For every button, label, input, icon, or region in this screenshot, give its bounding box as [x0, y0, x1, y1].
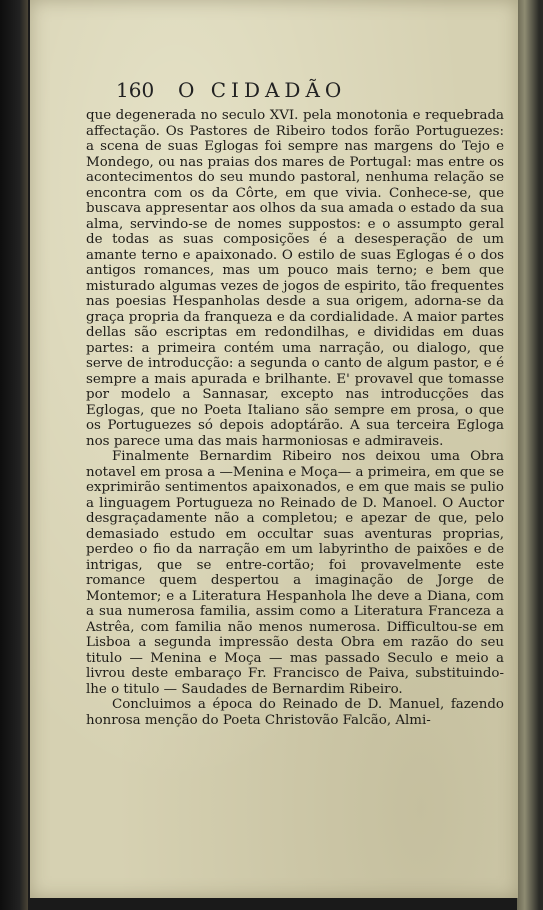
- paragraph-2: Finalmente Bernardim Ribeiro nos deixou uma Obra notavel em prosa a —Menina e Moça— a primeira, em que se exprimirão sentimentos apaixonados, e em que mais se pulio a linguagem Portugueza no Reinado de D. Manoel. O Auctor desgraçadamente não a completou; e apezar de que, pelo demasiado estudo em occultar suas aventuras proprias, perdeo o fio da narração em um labyrintho de paixões e de intrigas, que se entre-cortão; foi provavelmente este romance quem despertou a imaginação de Jorge de Montemor; e a Literatura Hespanhola lhe deve a Diana, com a sua numerosa familia, assim como a Literatura Franceza a Astrêa, com familia não menos numerosa. Difficultou-se em Lisboa a segunda impressão desta Obra em razão do seu titulo — Menina e Moça — mas passado Seculo e meio a livrou deste embaraço Fr. Francisco de Paiva, substituindo-lhe o titulo — Saudades de Bernardim Ribeiro.: [86, 449, 504, 697]
- page-header: [116, 78, 478, 108]
- book-spine-shadow: [0, 0, 28, 910]
- body-text: [86, 108, 504, 728]
- running-title: O CIDADÃO: [178, 78, 347, 102]
- paragraph-3: Concluimos a época do Reinado de D. Manuel, fazendo honrosa menção do Poeta Christovão Falcão, Almi-: [86, 697, 504, 728]
- page-number: 160: [116, 78, 155, 102]
- facing-page-edge: [517, 0, 543, 910]
- paragraph-1: que degenerada no seculo XVI. pela monotonia e requebrada affectação. Os Pastores de Ribeiro todos forão Portuguezes: a scena de suas Eglogas foi sempre nas margens do Tejo e Mondego, ou nas praias dos mares de Portugal: mas entre os acontecimentos do seu mundo pastoral, nenhuma relação se encontra com os da Côrte, em que vivia. Conhece-se, que buscava appresentar aos olhos da sua amada o estado da sua alma, servindo-se de nomes suppostos: e o assumpto geral de todas as suas composições é a desesperação de um amante terno e apaixonado. O estilo de suas Eglogas é o dos antigos romances, mas um pouco mais terno; e bem que misturado algumas vezes de jogos de espirito, tão frequentes nas poesias Hespanholas desde a sua origem, adorna-se da graça propria da franqueza e da cordialidade. A maior partes dellas são escriptas em redondilhas, e divididas em duas partes: a primeira contém uma narração, ou dialogo, que serve de introducção: a segunda o canto de algum pastor, e é sempre a mais apurada e brilhante. E' provavel que tomasse por modelo a Sannasar, excepto nas introducções das Eglogas, que no Poeta Italiano são sempre em prosa, o que os Portuguezes só depois adoptárão. A sua terceira Egloga nos parece uma das mais harmoniosas e admiraveis.: [86, 108, 504, 449]
